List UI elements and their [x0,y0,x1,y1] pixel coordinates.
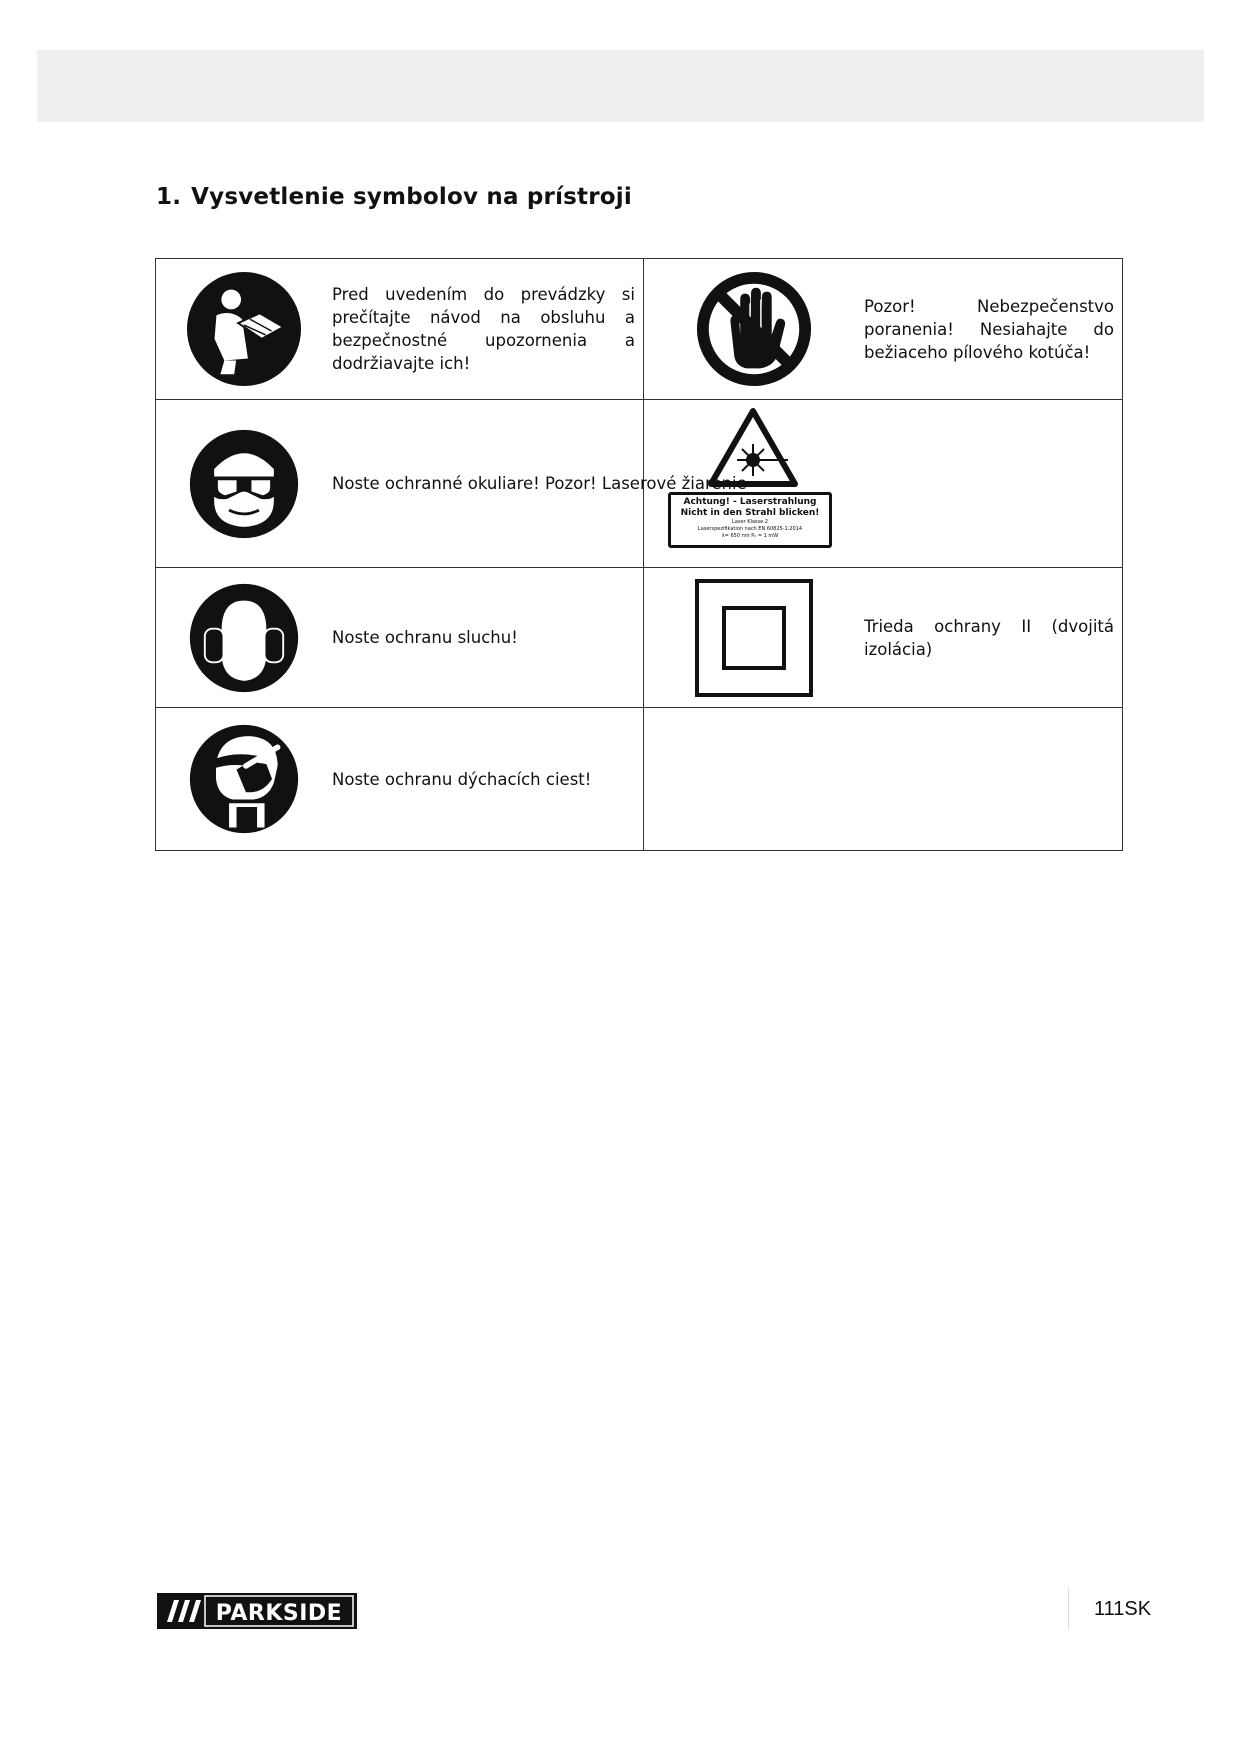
laser-label-line: Achtung! - Laserstrahlung [683,497,817,507]
symbol-description: Noste ochranné okuliare! Pozor! Laserové žiarenie [332,474,747,493]
section-heading [156,184,632,210]
parkside-logo [157,1593,357,1633]
safety-goggles-icon [188,428,300,540]
symbol-description: Trieda ochrany II (dvojitá izolácia) [864,616,1114,659]
top-band [37,50,1204,122]
symbol-cell [156,400,747,568]
table-row [156,400,1123,568]
symbol-table [155,258,1123,851]
symbol-description: Pred uvedením do prevádzky si prečítajte návod na obsluhu a bezpečnostné upozornenia a dodržiavajte ich! [332,285,635,373]
table-row [156,708,1123,851]
section-number: 1. [156,184,182,210]
symbol-cell [644,259,1123,400]
symbol-cell [644,568,1123,708]
hearing-protection-icon [188,582,300,694]
no-touch-hand-icon [695,270,813,388]
laser-label-line: Laserspezifikation nach EN 60825-1:2014 [697,526,803,532]
laser-label-line: Nicht in den Strahl blicken! [680,508,820,518]
symbol-description: Noste ochranu dýchacích ciest! [332,769,592,789]
symbol-cell [156,568,644,708]
brand-text: PARKSIDE [215,1601,343,1626]
double-insulation-icon [694,578,814,698]
footer-divider [1068,1588,1069,1630]
table-row [156,568,1123,708]
symbol-cell [156,708,644,851]
symbol-description: Pozor! Nebezpečenstvo poranenia! Nesiahajte do bežiaceho pílového kotúča! [864,296,1114,362]
table-row [156,259,1123,400]
laser-label-line: Laser Klasse 2 [732,519,768,525]
laser-label [668,492,832,548]
respirator-icon [188,723,300,835]
symbol-cell [156,259,644,400]
page-number: 111SK [1094,1598,1152,1620]
empty-cell [644,708,1123,851]
symbol-description: Noste ochranu sluchu! [332,628,518,647]
section-title: Vysvetlenie symbolov na prístroji [191,184,632,210]
laser-label-line: λ= 650 nm P₀ = 1 mW [721,533,779,539]
read-manual-icon [185,270,303,388]
